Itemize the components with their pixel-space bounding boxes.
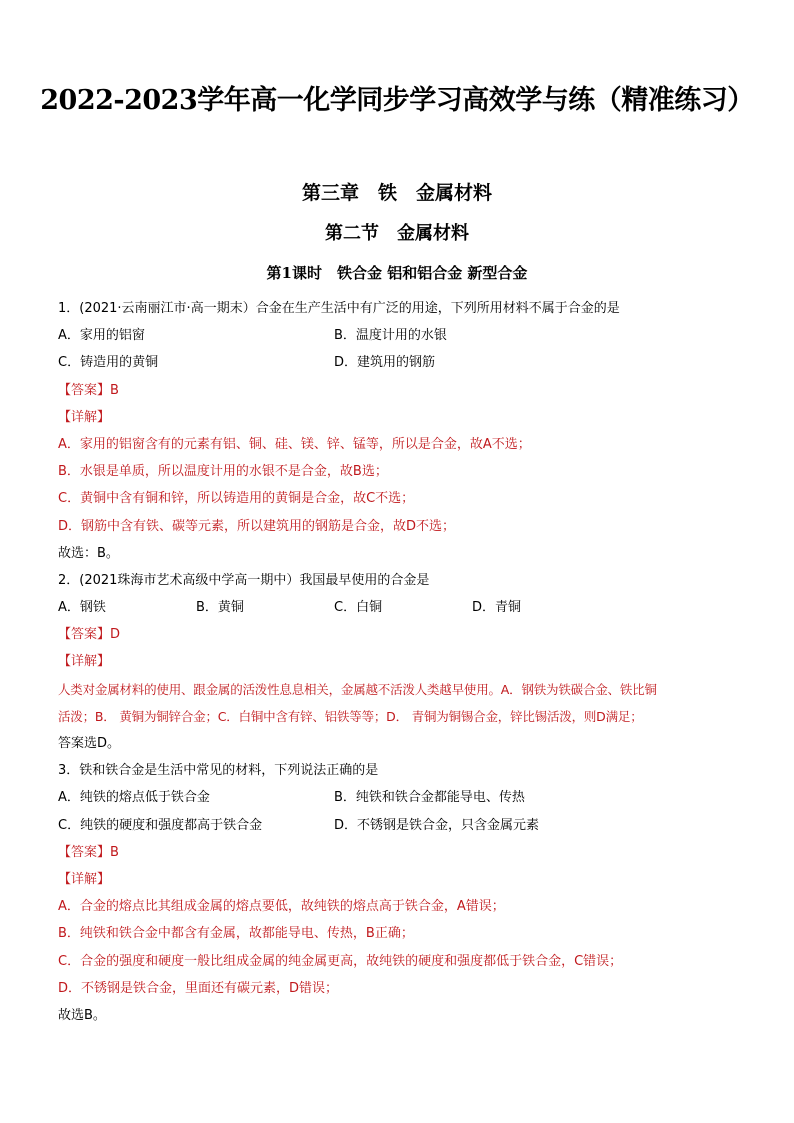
- lesson-heading: 第1课时 铁合金 铝和铝合金 新型合金: [266, 264, 528, 282]
- option-a: A．家用的铝窗: [58, 328, 145, 344]
- question-stem: 3．铁和铁合金是生活中常见的材料，下列说法正确的是: [58, 763, 379, 779]
- question-stem: 1．(2021·云南丽江市·高一期末）合金在生产生活中有广泛的用途，下列所用材料不属于合金的是: [58, 301, 620, 316]
- option-d: D．不锈钢是铁合金，只含金属元素: [334, 817, 540, 833]
- question-3: [58, 757, 748, 1029]
- document-title: 2022-2023学年高一化学同步学习高效学与练（精准练习）: [40, 85, 754, 116]
- option-c: C．纯铁的硬度和强度都高于铁合金: [58, 817, 263, 833]
- question-stem: 2．(2021珠海市艺术高级中学高一期中）我国最早使用的合金是: [58, 572, 430, 588]
- conclusion: 故选B。: [58, 1007, 106, 1023]
- detail-label: 【详解】: [58, 654, 111, 670]
- option-row: [58, 322, 748, 349]
- option-c: C．白铜: [334, 600, 383, 616]
- option-d: D．建筑用的钢筋: [334, 355, 436, 371]
- option-b: B．温度计用的水银: [334, 328, 447, 344]
- explanation-line: C．合金的强度和硬度一般比组成金属的纯金属更高，故纯铁的硬度和强度都低于铁合金，C错误；: [58, 953, 623, 969]
- option-b: B．纯铁和铁合金都能导电、传热: [334, 790, 525, 806]
- explanation-line: D．钢筋中含有铁、碳等元素，所以建筑用的钢筋是合金，故D不选；: [58, 518, 456, 534]
- option-row: [58, 594, 748, 621]
- detail-label: 【详解】: [58, 871, 111, 887]
- explanation-line: 活泼；B． 黄铜为铜锌合金；C．白铜中含有锌、铝铁等等；D． 青铜为铜锡合金，锌比锡活泼，则D满足；: [58, 708, 643, 724]
- explanation-line: 人类对金属材料的使用、跟金属的活泼性息息相关，金属越不活泼人类越早使用。A．钢铁为铁碳合金、铁比铜: [58, 681, 657, 697]
- explanation-line: C．黄铜中含有铜和锌，所以铸造用的黄铜是合金，故C不选；: [58, 491, 415, 507]
- answer-label: 【答案】B: [58, 382, 119, 398]
- explanation-line: D．不锈钢是铁合金，里面还有碳元素，D错误；: [58, 980, 339, 996]
- answer-label: 【答案】D: [58, 627, 121, 643]
- chapter-heading: 第三章 铁 金属材料: [301, 182, 492, 204]
- question-2: [58, 567, 748, 757]
- option-c: C．铸造用的黄铜: [58, 355, 159, 371]
- conclusion: 故选：B。: [58, 545, 119, 561]
- option-row: [58, 812, 748, 839]
- option-a: A．纯铁的熔点低于铁合金: [58, 790, 210, 806]
- explanation-line: A．家用的铝窗含有的元素有铝、铜、硅、镁、锌、锰等，所以是合金，故A不选；: [58, 436, 531, 452]
- explanation-line: B．纯铁和铁合金中都含有金属，故都能导电、传热，B正确；: [58, 926, 414, 942]
- question-1: [58, 295, 748, 567]
- detail-label: 【详解】: [58, 409, 111, 425]
- conclusion: 答案选D。: [58, 736, 121, 751]
- explanation-line: B．水银是单质，所以温度计用的水银不是合金，故B选；: [58, 464, 388, 480]
- question-list: [58, 295, 748, 1029]
- answer-label: 【答案】B: [58, 844, 119, 860]
- option-b: B．黄铜: [196, 600, 244, 616]
- option-row: [58, 349, 748, 376]
- section-heading: 第二节 金属材料: [325, 223, 469, 244]
- option-a: A．钢铁: [58, 600, 106, 616]
- option-row: [58, 784, 748, 811]
- option-d: D．青铜: [472, 600, 522, 616]
- explanation-line: A．合金的熔点比其组成金属的熔点要低，故纯铁的熔点高于铁合金，A错误；: [58, 899, 505, 915]
